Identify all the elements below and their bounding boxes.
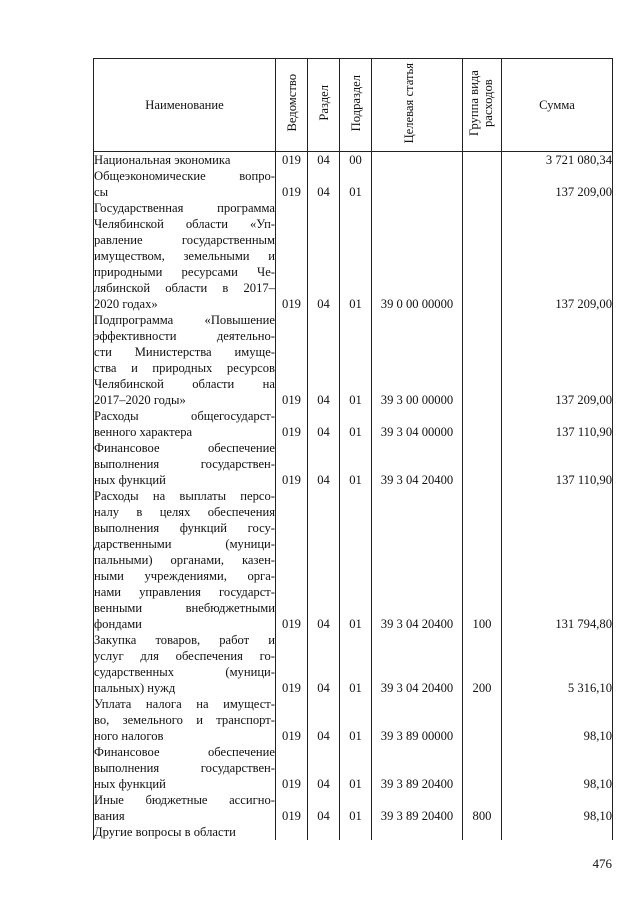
row-name (94, 696, 276, 744)
row-section: 04 (308, 696, 340, 744)
row-name-line: пальными) органами, казен- (94, 553, 275, 567)
row-department: 019 (276, 440, 308, 488)
row-name-line: Закупка товаров, работ и (94, 633, 275, 647)
row-subsection: 01 (340, 440, 372, 488)
row-name-line: Другие вопросы в области (94, 825, 236, 839)
row-target-article: 39 0 00 00000 (372, 200, 463, 312)
row-name (94, 168, 276, 200)
table-row (94, 200, 613, 312)
row-department: 019 (276, 152, 308, 169)
row-name-line: лябинской области в 2017– (94, 281, 275, 295)
row-name-line: сти Министерства имуще- (94, 345, 275, 359)
row-name-line: фондами (94, 617, 142, 631)
row-name-line: Финансовое обеспечение (94, 745, 275, 759)
row-subsection: 01 (340, 696, 372, 744)
row-department: 019 (276, 408, 308, 440)
row-department: 019 (276, 744, 308, 792)
row-sum: 137 110,90 (502, 408, 613, 440)
row-name (94, 824, 276, 840)
table-row (94, 744, 613, 792)
table-row (94, 408, 613, 440)
row-sum: 98,10 (502, 792, 613, 824)
row-name (94, 440, 276, 488)
row-subsection: 01 (340, 792, 372, 824)
row-sum: 137 209,00 (502, 168, 613, 200)
row-department: 019 (276, 312, 308, 408)
row-name-line: Челябинской области на (94, 377, 275, 391)
row-name-line: 2020 годах» (94, 297, 158, 311)
row-section: 04 (308, 744, 340, 792)
header-name: Наименование (94, 59, 276, 152)
row-name-line: ными учреждениями, орга- (94, 569, 275, 583)
row-target-article: 39 3 04 20400 (372, 488, 463, 632)
row-department: 019 (276, 488, 308, 632)
row-name-line: ного налогов (94, 729, 164, 743)
table-row (94, 824, 613, 840)
row-name-line: эффективности деятельно- (94, 329, 275, 343)
row-target-article: 39 3 89 20400 (372, 792, 463, 824)
row-name-line: Уплата налога на имущест- (94, 697, 275, 711)
row-name-line: Иные бюджетные ассигно- (94, 793, 275, 807)
row-subsection: 01 (340, 488, 372, 632)
row-target-article: 39 3 04 20400 (372, 440, 463, 488)
table-row (94, 312, 613, 408)
row-name (94, 488, 276, 632)
row-department: 019 (276, 792, 308, 824)
row-name-line: Расходы общегосударст- (94, 409, 275, 423)
table-row (94, 632, 613, 696)
row-department: 019 (276, 696, 308, 744)
row-name-line: Государственная программа (94, 201, 275, 215)
row-name-line: пальных) нужд (94, 681, 176, 695)
table-row (94, 152, 613, 169)
page-number: 476 (592, 856, 612, 871)
row-subsection: 01 (340, 168, 372, 200)
row-name-line: дарственными (муници- (94, 537, 275, 551)
row-sum: 3 721 080,34 (502, 152, 613, 169)
row-name-line: Общеэкономические вопро- (94, 169, 275, 183)
table-row (94, 792, 613, 824)
table-header-row (94, 59, 613, 152)
row-sum: 98,10 (502, 744, 613, 792)
row-name (94, 744, 276, 792)
row-department: 019 (276, 168, 308, 200)
row-sum: 98,10 (502, 696, 613, 744)
row-name-line: сы (94, 185, 109, 199)
row-sum: 131 794,80 (502, 488, 613, 632)
row-target-article: 39 3 04 00000 (372, 408, 463, 440)
row-name-line: налу в целях обеспечения (94, 505, 275, 519)
row-name (94, 312, 276, 408)
row-subsection (340, 824, 372, 840)
row-section: 04 (308, 440, 340, 488)
table-row (94, 168, 613, 200)
budget-table (93, 58, 613, 840)
row-name-line: нами управления государст- (94, 585, 275, 599)
row-target-article: 39 3 89 20400 (372, 744, 463, 792)
row-sum: 137 110,90 (502, 440, 613, 488)
row-target-article: 39 3 00 00000 (372, 312, 463, 408)
header-expense-group: Группа вида расходов (463, 59, 502, 152)
row-name-line: сударственных (муници- (94, 665, 275, 679)
row-name-line: Финансовое обеспечение (94, 441, 275, 455)
row-sum: 137 209,00 (502, 200, 613, 312)
row-target-article: 39 3 89 00000 (372, 696, 463, 744)
row-sum: 137 209,00 (502, 312, 613, 408)
row-target-article (372, 152, 463, 169)
row-name-line: услуг для обеспечения го- (94, 649, 275, 663)
row-section: 04 (308, 152, 340, 169)
row-section: 04 (308, 312, 340, 408)
row-name-line: во, земельного и транспорт- (94, 713, 275, 727)
row-expense-group (463, 744, 502, 792)
row-section (308, 824, 340, 840)
row-name-line: вания (94, 809, 125, 823)
header-section: Раздел (308, 59, 340, 152)
row-subsection: 01 (340, 744, 372, 792)
row-sum (502, 824, 613, 840)
row-name-line: Расходы на выплаты персо- (94, 489, 275, 503)
row-sum: 5 316,10 (502, 632, 613, 696)
row-section: 04 (308, 200, 340, 312)
row-expense-group: 100 (463, 488, 502, 632)
row-expense-group (463, 440, 502, 488)
row-name-line: выполнения государствен- (94, 457, 275, 471)
row-name-line: венного характера (94, 425, 193, 439)
row-subsection: 01 (340, 632, 372, 696)
header-target-article: Целевая статья (372, 59, 463, 152)
row-department: 019 (276, 200, 308, 312)
row-section: 04 (308, 792, 340, 824)
row-target-article: 39 3 04 20400 (372, 632, 463, 696)
row-name (94, 632, 276, 696)
row-target-article (372, 824, 463, 840)
header-subsection: Подраздел (340, 59, 372, 152)
row-expense-group (463, 312, 502, 408)
row-expense-group (463, 824, 502, 840)
row-section: 04 (308, 488, 340, 632)
row-name-line: Челябинской области «Уп- (94, 217, 275, 231)
row-department (276, 824, 308, 840)
row-name (94, 408, 276, 440)
row-name-line: 2017–2020 годы» (94, 393, 186, 407)
row-target-article (372, 168, 463, 200)
row-name-line: имуществом, земельными и (94, 249, 275, 263)
header-department: Ведомство (276, 59, 308, 152)
row-expense-group: 800 (463, 792, 502, 824)
row-department: 019 (276, 632, 308, 696)
row-name-line: ных функций (94, 777, 166, 791)
row-subsection: 01 (340, 408, 372, 440)
row-expense-group (463, 200, 502, 312)
row-name-line: венными внебюджетными (94, 601, 275, 615)
table-row (94, 488, 613, 632)
row-subsection: 01 (340, 312, 372, 408)
row-name-line: ства и природных ресурсов (94, 361, 275, 375)
header-sum: Сумма (502, 59, 613, 152)
row-name (94, 200, 276, 312)
row-name-line: Подпрограмма «Повышение (94, 313, 275, 327)
row-name (94, 152, 276, 169)
row-name-line: выполнения функций госу- (94, 521, 275, 535)
row-section: 04 (308, 408, 340, 440)
row-expense-group (463, 408, 502, 440)
row-expense-group (463, 168, 502, 200)
row-name-line: равление государственным (94, 233, 275, 247)
row-subsection: 00 (340, 152, 372, 169)
table-row (94, 696, 613, 744)
table-row (94, 440, 613, 488)
row-name-line: ных функций (94, 473, 166, 487)
row-name-line: природными ресурсами Че- (94, 265, 275, 279)
row-name (94, 792, 276, 824)
row-expense-group: 200 (463, 632, 502, 696)
row-section: 04 (308, 168, 340, 200)
row-section: 04 (308, 632, 340, 696)
row-expense-group (463, 696, 502, 744)
row-name-line: Национальная экономика (94, 153, 231, 167)
row-expense-group (463, 152, 502, 169)
row-name-line: выполнения государствен- (94, 761, 275, 775)
row-subsection: 01 (340, 200, 372, 312)
